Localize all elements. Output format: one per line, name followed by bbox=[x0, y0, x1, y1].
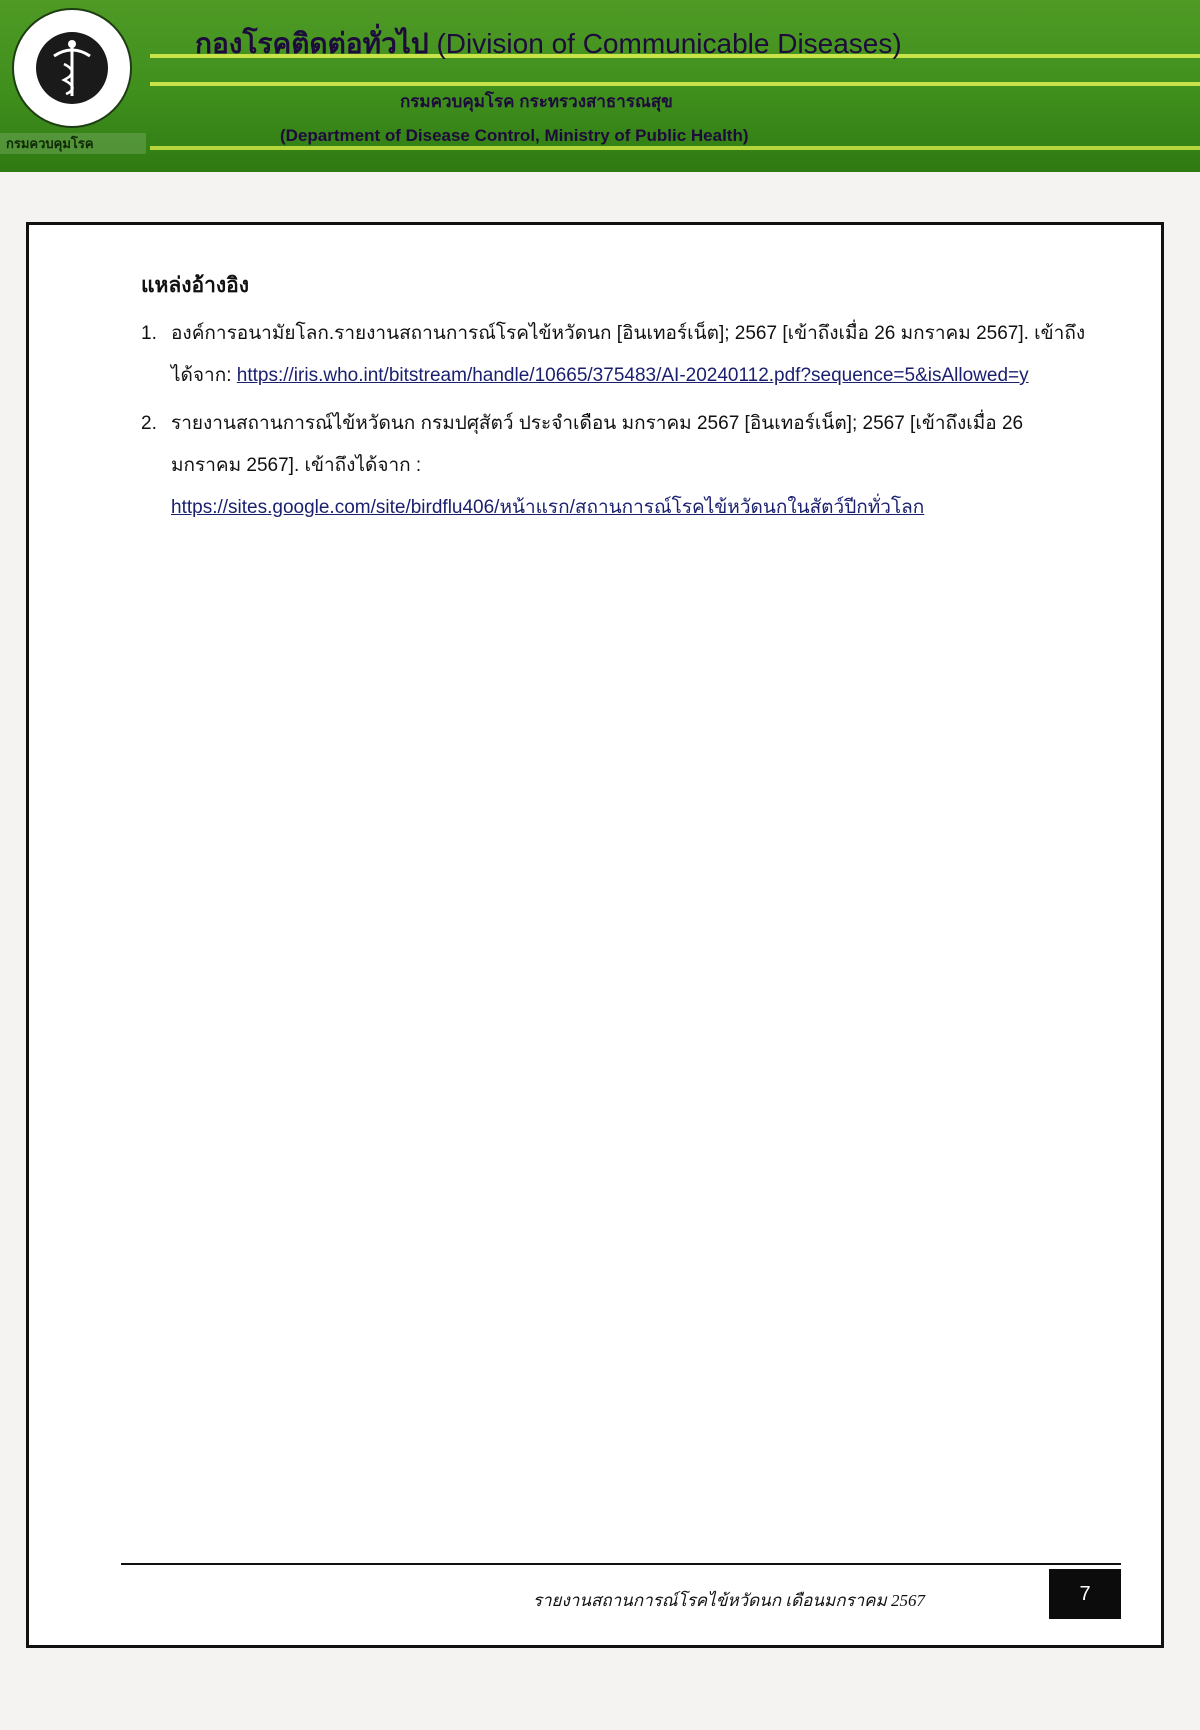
reference-list bbox=[141, 313, 1091, 535]
division-title-thai: กองโรคติดต่อทั่วไป bbox=[195, 28, 429, 59]
footer-divider bbox=[121, 1563, 1121, 1565]
header-stripe bbox=[150, 82, 1200, 86]
reference-text: องค์การอนามัยโลก.รายงานสถานการณ์โรคไข้หวัดนก [อินเทอร์เน็ต]; 2567 [เข้าถึงเมื่อ 26 มกราคม 2567]. เข้าถึงได้จาก: bbox=[171, 323, 1086, 386]
reference-number: 1. bbox=[141, 323, 157, 344]
page-frame bbox=[26, 222, 1164, 1648]
references-heading: แหล่งอ้างอิง bbox=[141, 274, 250, 297]
reference-link[interactable]: https://sites.google.com/site/birdflu406/หน้าแรก/สถานการณ์โรคไข้หวัดนกในสัตว์ปีกทั่วโลก bbox=[171, 497, 925, 518]
division-title bbox=[195, 22, 902, 66]
reference-item bbox=[141, 313, 1091, 397]
ministry-seal-logo bbox=[12, 8, 132, 128]
logo-caption: กรมควบคุมโรค bbox=[0, 133, 146, 154]
department-thai: กรมควบคุมโรค กระทรวงสาธารณสุข bbox=[400, 92, 673, 111]
header-stripe bbox=[150, 146, 1200, 150]
footer-report-title: รายงานสถานการณ์โรคไข้หวัดนก เดือนมกราคม 2567 bbox=[532, 1591, 925, 1610]
header-banner bbox=[0, 0, 1200, 172]
caduceus-icon bbox=[14, 10, 130, 126]
reference-link[interactable]: https://iris.who.int/bitstream/handle/10665/375483/AI-20240112.pdf?sequence=5&isAllowed=y bbox=[236, 365, 1029, 386]
reference-text: รายงานสถานการณ์ไข้หวัดนก กรมปศุสัตว์ ประจำเดือน มกราคม 2567 [อินเทอร์เน็ต]; 2567 [เข้าถึงเมื่อ 26 มกราคม 2567]. เข้าถึงได้จาก : bbox=[171, 413, 1024, 476]
page-number: 7 bbox=[1049, 1569, 1121, 1619]
department-en: (Department of Disease Control, Ministry of Public Health) bbox=[280, 126, 749, 145]
division-title-en: (Division of Communicable Diseases) bbox=[436, 28, 902, 59]
reference-item bbox=[141, 403, 1091, 529]
reference-number: 2. bbox=[141, 413, 157, 434]
